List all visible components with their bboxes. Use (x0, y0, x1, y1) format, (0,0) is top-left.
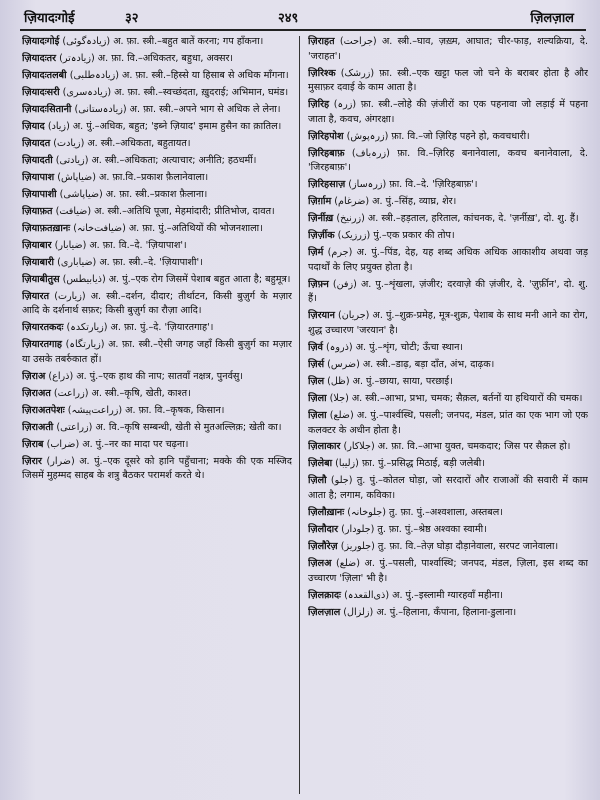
dictionary-entry (308, 474, 588, 503)
dictionary-entry (22, 387, 292, 402)
entry-headword: ज़िलेबा (308, 458, 333, 470)
entry-definition: (زیارت) अ. स्त्री.–दर्शन, दीदार; तीर्थाटन, किसी बुज़ुर्ग के मज़ार आदि के दर्शनार्थ सफ़र; किसी बुज़ुर्ग का रौज़ा आदि। (22, 290, 292, 317)
dictionary-entry (308, 506, 588, 521)
entry-definition: (جرم) अ. पुं.–पिंड, देह, यह शब्द अधिक अधिक आकाशीय अथवा जड़ पदार्थों के लिए प्रयुक्त होता है। (308, 247, 588, 273)
entry-headword: ज़िर्ग़ाम (308, 196, 332, 208)
entry-headword: ज़िला (308, 409, 327, 421)
dictionary-entry (308, 98, 588, 127)
dictionary-entry (22, 321, 292, 336)
dictionary-entry (308, 358, 588, 373)
entry-definition: (زیادہ‌تر) अ. फ़ा. वि.–अधिकतर, बहुधा, अक्सर। (59, 52, 234, 64)
right-column (308, 35, 588, 795)
dictionary-entry (308, 440, 588, 455)
entry-headword: ज़ियादःसरी (22, 86, 60, 98)
dictionary-entry (22, 404, 292, 419)
entry-definition: (زرزیک) पुं.–एक प्रकार की तोप। (337, 230, 455, 242)
dictionary-entry (308, 589, 588, 604)
dictionary-entry (22, 69, 292, 84)
dictionary-entry (22, 290, 292, 319)
entry-definition: (ضلع) अ. पुं.–पार्श्वस्थि, पसली; जनपद, मंडल, प्रांत का एक भाग जो एक कलक्टर के अधीन होता है। (308, 409, 588, 436)
entry-headword: ज़ियाद (22, 120, 45, 132)
entry-definition: (جلاکار) अ. फ़ा. वि.–आभा युक्त, चमकदार; जिस पर सैक़ल हो। (343, 441, 571, 453)
running-header (10, 8, 590, 28)
header-rule (20, 29, 586, 31)
entry-definition: (ضیاپاشی) अ. फ़ा. स्त्री.–प्रकाश फ़ैलाना। (59, 188, 208, 200)
header-page-number-left: ३२ (125, 11, 139, 26)
entry-headword: ज़ियारतगाह (22, 339, 63, 351)
entry-headword: ज़िराअती (22, 421, 54, 433)
entry-headword: ज़िरिहपोश (308, 130, 344, 142)
entry-headword: ज़िलज़ाल (308, 606, 341, 618)
entry-definition: (زفن) अ. पु.–शृंखला, ज़ंजीर; दरवाज़े की ज़ंजीर, दे. 'ज़ुर्फ़ीन', दो. शु. हैं। (308, 278, 588, 305)
dictionary-entry (22, 86, 292, 101)
entry-headword: ज़ियादःगोई (22, 36, 60, 47)
left-column (22, 35, 292, 795)
dictionary-entry (308, 409, 588, 438)
entry-definition: (زیادتی) अ. स्त्री.–अधिकता; अत्याचार; अनीति; हठधर्मी। (55, 154, 257, 166)
entry-definition: (زیادہ‌سری) अ. फ़ा. स्त्री.–स्वच्छंदता, ख़ुदराई; अभिमान, घमंड। (62, 86, 289, 98)
entry-headword: ज़ियापाशी (22, 188, 57, 200)
entry-definition: (ضیافت) अ. स्त्री.–अतिथि पूजा, मेहमांदारी; प्रीतिभोज, दावत। (55, 205, 275, 217)
entry-definition: (ضیاپاش) अ. फ़ा.वि.–प्रकाश फ़ैलानेवाला। (57, 171, 209, 183)
entry-definition: (زیادہ‌ستانی) अ. फ़ा. स्त्री.–अपने भाग से अधिक ले लेना। (74, 103, 281, 115)
dictionary-entry (308, 278, 588, 307)
dictionary-entry (308, 457, 588, 472)
entry-headword: ज़ियाबार (22, 239, 52, 251)
entry-headword: ज़िलौदार (308, 524, 339, 536)
dictionary-entry (22, 154, 292, 169)
entry-headword: ज़िराअत (22, 387, 51, 399)
entry-headword: ज़ियाफ़तख़ानः (22, 222, 71, 234)
entry-definition: (ضرس) अ. स्त्री.–डाढ़, बड़ा दाँत, अंभ, दाढ़क। (327, 358, 495, 370)
entry-headword: ज़ियारत (22, 290, 50, 302)
dictionary-entry (22, 103, 292, 118)
entry-headword: ज़िरिहसाज़ (308, 179, 346, 191)
entry-definition: (جریان) अ. पुं.–शुक्र-प्रमेह, मूत्र-शुक्र, पेशाब के साथ मनी आने का रोग, शुद्ध उच्चारण 'जरयान' है। (308, 310, 588, 336)
entry-definition: (جلوریز) तु. फ़ा. वि.–तेज़ घोड़ा दौड़ानेवाला, सरपट जानेवाला। (340, 541, 559, 552)
dictionary-entry (308, 606, 588, 621)
entry-headword: ज़िरयान (308, 310, 335, 322)
entry-definition: (جراحت) अ. स्त्री.–घाव, ज़ख़्म, आघात; चीर-फाड़, शल्यक्रिया, दे. 'जराहत'। (308, 36, 588, 62)
entry-headword: ज़िलौ (308, 475, 327, 487)
dictionary-entry (22, 338, 292, 367)
dictionary-entry (308, 309, 588, 338)
entry-headword: ज़ियादःतर (22, 52, 57, 64)
dictionary-entry (22, 35, 292, 50)
entry-definition: (ذراع) अ. पुं.–एक हाथ की नाप; सातवाँ नक्षत्र, पुनर्वसु। (48, 370, 244, 382)
entry-headword: ज़िरिह (308, 99, 330, 111)
entry-definition: (زیادہ‌طلبی) अ. फ़ा. स्त्री.–हिस्से या हिसाब से अधिक माँगना। (69, 69, 289, 81)
dictionary-entry (308, 130, 588, 145)
dictionary-entry (308, 147, 588, 176)
entry-headword: ज़िर्नीख़ (308, 213, 334, 225)
entry-definition: (زلیبا) फ़ा. पुं.–प्रसिद्ध मिठाई, बड़ी जलेबी। (335, 458, 485, 470)
entry-headword: ज़िराब (22, 438, 44, 450)
entry-headword: ज़िराअ (22, 370, 46, 382)
entry-definition: (ضراب) अ. पुं.–नर का मादा पर चढ़ना। (46, 438, 189, 450)
entry-headword: ज़ियादत (22, 137, 51, 149)
dictionary-entry (22, 438, 292, 453)
entry-headword: ज़िरिश्क (308, 67, 336, 79)
entry-headword: ज़िलौरेज़ (308, 541, 338, 552)
entry-headword: ज़ियादःतलबी (22, 69, 67, 81)
entry-definition: (ذروہ) अ. पुं.–शृंग, चोटी; ऊँचा स्थान। (326, 341, 464, 353)
entry-headword: ज़िफ़्न (308, 278, 329, 290)
dictionary-entry (22, 52, 292, 67)
entry-definition: (زرہ) फ़ा. स्त्री.–लोहे की ज़ंजीरों का एक पहनावा जो लड़ाई में पहना जाता है, कवच, अंगरक्षा। (308, 99, 588, 125)
dictionary-entry (22, 421, 292, 436)
dictionary-entry (22, 256, 292, 271)
entry-definition: (زلزال) अ. पुं.–हिलाना, कँपाना, हिलाना-डुलाना। (343, 606, 517, 618)
header-page-number: २४९ (278, 11, 299, 26)
entry-definition: (ضرار) अ. पुं.–एक दूसरे को हानि पहुँचाना; मक्के की एक मस्जिद जिसमें मुहम्मद साहब के शत्रु बैठकर परामर्श करते थे। (22, 455, 292, 482)
header-right-guideword: ज़िलज़ाल (530, 11, 574, 26)
dictionary-entry (22, 222, 292, 237)
entry-definition: (زرشک) फ़ा. स्त्री.–एक खट्टा फल जो चने के बराबर होता है और मुसाफ़र दवाई के काम आता है। (308, 67, 588, 94)
entry-definition: (زرہ‌باف) फ़ा. वि.–ज़िरिह बनानेवाला, कवच बनानेवाला, दे. 'जिरहबाफ़'। (308, 147, 588, 174)
entry-definition: (زیادہ‌گوئی) अ. फ़ा. स्त्री.–बहुत बातें करना; गप हाँकना। (62, 36, 264, 47)
entry-definition: (ظل) अ. पुं.–छाया, साया, परछाई। (327, 375, 453, 387)
dictionary-entry (22, 171, 292, 186)
entry-definition: (زرہ‌ساز) फ़ा. वि.–दे. 'ज़िरिहबाफ़'। (348, 179, 478, 191)
dictionary-entry (308, 178, 588, 193)
entry-definition: (ذیابیطس) अ. पुं.–एक रोग जिसमें पेशाब बहुत आता है; बहुमूत्र। (62, 273, 291, 285)
dictionary-entry (308, 557, 588, 586)
header-left-guideword: ज़ियादःगोई (24, 11, 75, 26)
dictionary-entry (22, 188, 292, 203)
entry-definition: (زیادت) अ. स्त्री.–अधिकता, बहुतायत। (53, 137, 191, 149)
entry-definition: (زراعت) अ. स्त्री.–कृषि, खेती, काश्त। (53, 387, 191, 399)
entry-definition: (ضیاباری) अ. फ़ा. स्त्री.–दे. 'ज़ियापाशी'। (57, 256, 203, 268)
entry-headword: ज़िलाकार (308, 441, 341, 453)
dictionary-entry (22, 205, 292, 220)
entry-headword: ज़ियाबारी (22, 256, 55, 268)
entry-definition: (جلودار) तु. फ़ा. पुं.–श्रेष्ठ अश्वका स्वामी। (341, 524, 487, 536)
entry-headword: ज़ियादती (22, 154, 53, 166)
entry-definition: (زرنیخ) अ. स्त्री.–हड़ताल, हरिताल, कांचनक, दे. 'ज़र्नीख़', दो. शु. हैं। (336, 213, 579, 225)
dictionary-entry (308, 229, 588, 244)
entry-definition: (جلو) तु. पुं.–कोतल घोड़ा, जो सरदारों और राजाओं की सवारी में काम आता है; लगाम, कविका। (308, 475, 588, 502)
entry-headword: ज़िर्ज़ीक (308, 230, 335, 242)
dictionary-entry (308, 540, 588, 555)
dictionary-entry (308, 341, 588, 356)
dictionary-entry (308, 212, 588, 227)
entry-headword: ज़िराअतपेशः (22, 404, 65, 416)
column-divider (299, 36, 300, 794)
entry-definition: (ضرغام) अ. पुं.–सिंह, व्याघ्र, शेर। (334, 196, 457, 208)
entry-definition: (زیارتگاہ) अ. फ़ा. स्त्री.–ऐसी जगह जहाँ किसी बुज़ुर्ग का मज़ार या उसके तबर्रुकात हों। (22, 339, 292, 365)
entry-headword: ज़िर्म (308, 247, 324, 259)
entry-definition: (جلا) अ. स्त्री.–आभा, प्रभा, चमक; सैक़ल, बर्तनों या हथियारों की चमक। (329, 392, 583, 404)
dictionary-entry (308, 375, 588, 390)
dictionary-entry (22, 370, 292, 385)
entry-headword: ज़िरार (22, 455, 42, 467)
entry-headword: ज़ियापाश (22, 171, 55, 183)
dictionary-entry (22, 455, 292, 484)
dictionary-entry (22, 273, 292, 288)
entry-definition: (ضیابار) अ. फ़ा. वि.–दे. 'ज़ियापाश'। (54, 239, 187, 251)
dictionary-entry (308, 67, 588, 96)
entry-definition: (ضیافت‌خانہ) अ. फ़ा. पुं.–अतिथियों की भोजनशाला। (73, 222, 263, 234)
entry-definition: (زراعت‌پیشہ) अ. फ़ा. वि.–कृषक, किसान। (67, 404, 225, 416)
entry-headword: ज़िलक़ादः (308, 589, 341, 601)
entry-definition: (جلوخانہ) तु. फ़ा. पुं.–अश्वशाला, अस्तबल। (347, 507, 503, 519)
dictionary-entry (308, 195, 588, 210)
dictionary-entry (308, 246, 588, 275)
entry-definition: (زراعتی) अ. वि.–कृषि सम्बन्धी, खेती से मुतअल्लिक़; खेती का। (56, 421, 282, 433)
entry-headword: ज़ियादःसितानी (22, 103, 72, 115)
entry-headword: ज़ियारतकदः (22, 322, 64, 334)
entry-headword: ज़िराहत (308, 36, 335, 47)
entry-headword: ज़ियाबीतुस (22, 273, 60, 285)
dictionary-entry (308, 523, 588, 538)
entry-definition: (زیاد) अ. पुं.–अधिक, बहुत; 'इब्ने ज़ियाद' इमाम हुसैन का क़ातिल। (47, 120, 282, 132)
entry-definition: (زیارتکدہ) अ. फ़ा. पुं.–दे. 'ज़ियारतगाह'। (66, 322, 214, 334)
entry-headword: ज़िलअ (308, 557, 332, 569)
entry-headword: ज़िला (308, 392, 327, 404)
entry-headword: ज़िरिहबाफ़ (308, 147, 345, 159)
entry-definition: (ضلع) अ. पुं.–पसली, पार्श्वास्थि; जनपद, मंडल, ज़िला, इस शब्द का उच्चारण 'ज़िला' भी है। (308, 557, 588, 584)
entry-definition: (زرہ‌پوش) फ़ा. वि.–जो ज़िरिह पहने हो, कवचधारी। (346, 130, 530, 142)
entry-headword: ज़ियाफ़त (22, 205, 53, 217)
dictionary-entry (308, 35, 588, 64)
entry-headword: ज़िर्स (308, 358, 325, 370)
entry-headword: ज़िर्व (308, 341, 323, 353)
entry-definition: (ذی‌القعدہ) अ. पुं.–इस्लामी ग्यारहवाँ महीना। (344, 589, 503, 601)
dictionary-entry (22, 239, 292, 254)
dictionary-entry (22, 137, 292, 152)
entry-headword: ज़िलौख़ानः (308, 507, 345, 519)
dictionary-entry (308, 392, 588, 407)
dictionary-entry (22, 120, 292, 135)
entry-headword: ज़िल (308, 375, 325, 387)
